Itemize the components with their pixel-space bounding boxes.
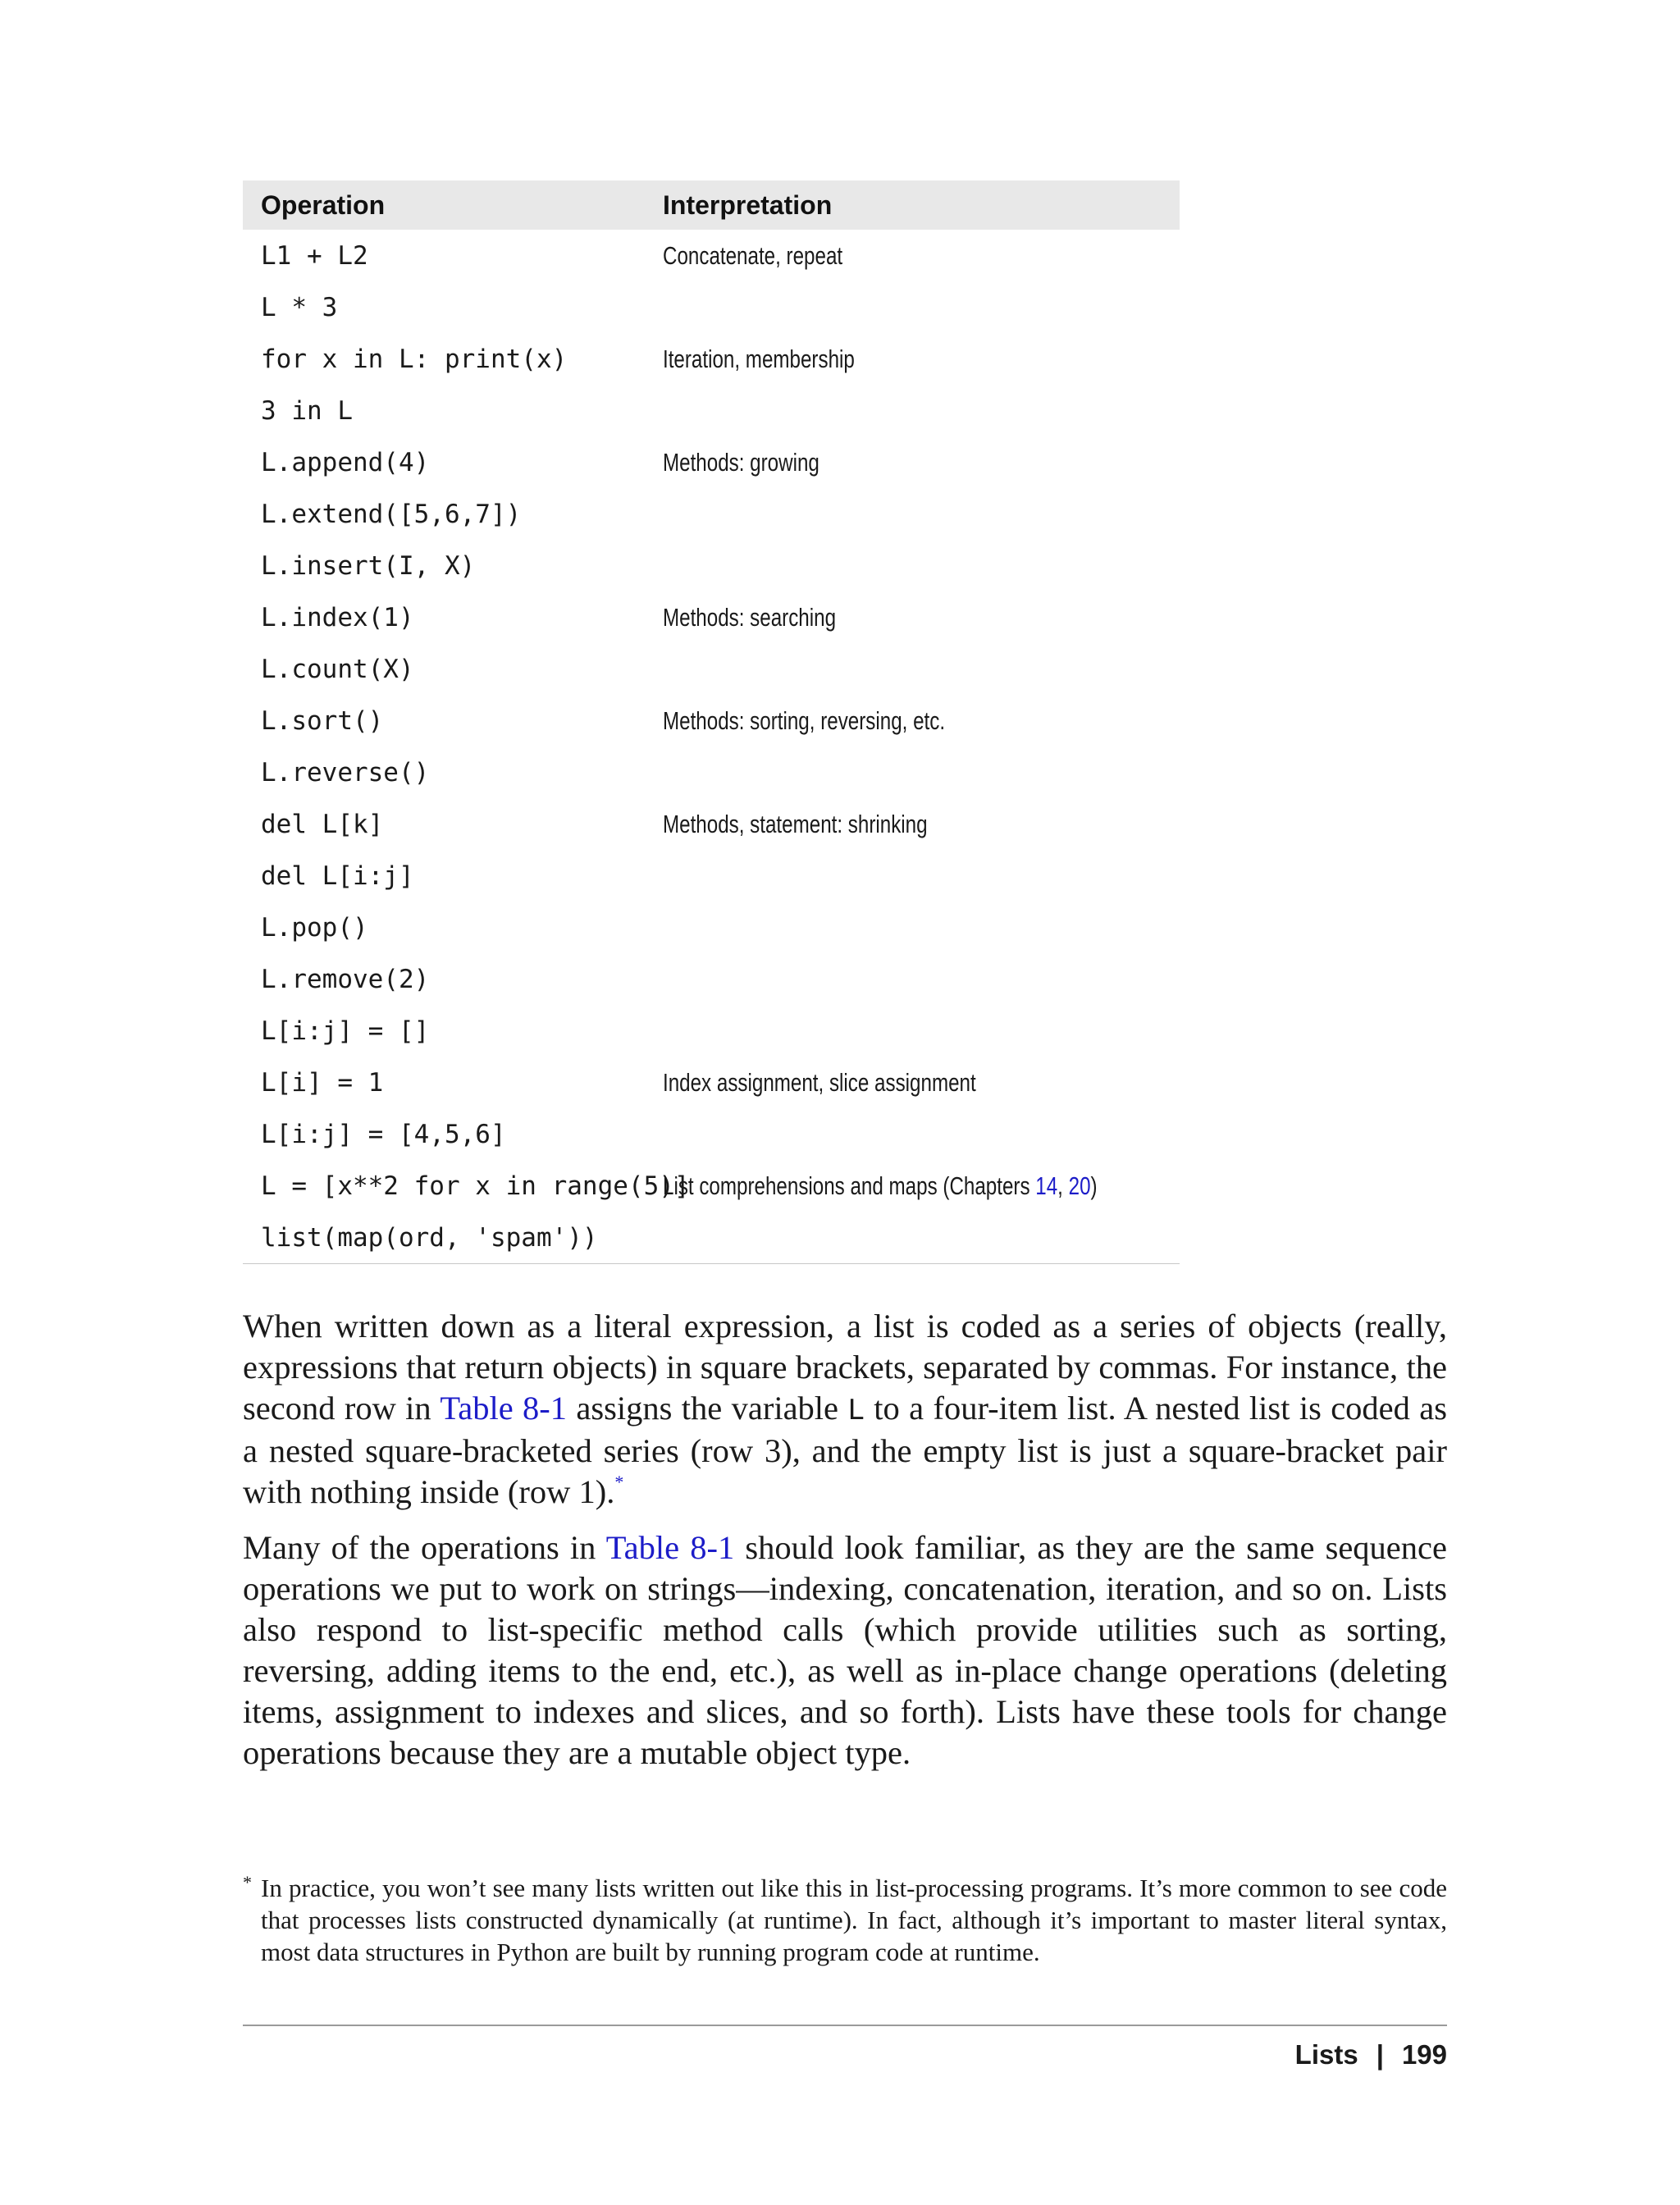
interpretation-main: Methods: sorting, reversing, etc. [663, 705, 946, 735]
table-8-1-link[interactable]: Table 8-1 [440, 1390, 568, 1427]
interpretation-main: Iteration, membership [663, 344, 855, 373]
table-row [243, 333, 1180, 385]
operation-code: list(map(ord, 'spam')) [261, 1222, 598, 1253]
interpretation-text [663, 706, 945, 736]
interpretation-separator: , [1057, 1171, 1069, 1200]
interpretation-main: Methods, statement: shrinking [663, 809, 928, 838]
operation-code: 3 in L [261, 395, 353, 426]
table-row [243, 902, 1180, 953]
operation-code: for x in L: print(x) [261, 344, 568, 374]
header-interpretation: Interpretation [663, 189, 833, 220]
inline-code-L: L [847, 1394, 865, 1427]
interpretation-text [663, 603, 836, 632]
footer-separator: | [1376, 2039, 1384, 2070]
chapter-link[interactable]: 20 [1068, 1171, 1091, 1200]
table-row [243, 1057, 1180, 1108]
interpretation-text [663, 1068, 976, 1098]
interpretation-text [663, 810, 928, 839]
interpretation-text [663, 241, 842, 271]
interpretation-main: Methods: searching [663, 602, 837, 632]
operation-code: del L[k] [261, 809, 384, 839]
operation-code: L.pop() [261, 912, 368, 943]
table-row [243, 643, 1180, 695]
paragraph-2-text-b: should look familiar, as they are the same sequence operations we put to work on strings—indexing, concatenation, iteration, and so on. Lists also respond to list-specific method calls (which provide utilities such as sorting, reversing, adding items to the end, etc.), as well as in-place change operations (deleting items, assignment to indexes and slices, and so forth). Lists have these tools for change operations because they are a mutable object type. [243, 1529, 1447, 1771]
paragraph-1 [243, 1306, 1447, 1513]
page-footer [1295, 2039, 1447, 2070]
table-body [243, 230, 1180, 1263]
interpretation-text [663, 1171, 1098, 1201]
footnote-mark: * [243, 1872, 252, 1892]
paragraph-1-text-b: assigns the variable [567, 1390, 848, 1427]
operation-code: L1 + L2 [261, 240, 368, 271]
table-row [243, 798, 1180, 850]
chapter-link[interactable]: 14 [1035, 1171, 1058, 1200]
paragraph-1-text-a: When written down as a literal expression, a list is coded as a series of objects (really, expressions that return objects) in square brackets, separated by commas. For instance, the second row in [243, 1308, 1447, 1427]
operation-code: L[i:j] = [4,5,6] [261, 1119, 506, 1149]
table-row [243, 540, 1180, 591]
table-row [243, 281, 1180, 333]
operation-code: L.reverse() [261, 757, 430, 788]
operation-code: L = [x**2 for x in range(5)] [261, 1171, 690, 1201]
operation-code: L[i:j] = [] [261, 1016, 430, 1046]
table-row [243, 230, 1180, 281]
table-row [243, 953, 1180, 1005]
table-row [243, 436, 1180, 488]
footnote-ref[interactable]: * [614, 1472, 624, 1492]
interpretation-text [663, 448, 819, 477]
operation-code: L.insert(I, X) [261, 550, 476, 581]
interpretation-tail: ) [1090, 1171, 1098, 1200]
running-section-title: Lists [1294, 2039, 1358, 2070]
table-8-1-link-2[interactable]: Table 8-1 [605, 1529, 735, 1566]
interpretation-main: Concatenate, repeat [663, 240, 843, 270]
footnote-text: In practice, you won’t see many lists written out like this in list-processing programs. It’s more common to see code that processes lists constructed dynamically (at runtime). In fact, although it’s important to master literal syntax, most data structures in Python are built by running program code at runtime. [261, 1874, 1447, 1966]
operation-code: del L[i:j] [261, 861, 414, 891]
operation-code: L.append(4) [261, 447, 430, 477]
operation-code: L.sort() [261, 705, 384, 736]
table-row [243, 385, 1180, 436]
table-row [243, 850, 1180, 902]
paragraph-2 [243, 1527, 1447, 1774]
operation-code: L.remove(2) [261, 964, 430, 994]
table-row [243, 1005, 1180, 1057]
operation-code: L * 3 [261, 292, 338, 322]
operation-code: L.extend([5,6,7]) [261, 499, 522, 529]
header-operation: Operation [261, 189, 386, 220]
paragraph-2-text-a: Many of the operations in [243, 1529, 606, 1566]
interpretation-main: Index assignment, slice assignment [663, 1067, 976, 1097]
operation-code: L.index(1) [261, 602, 414, 632]
table-row [243, 695, 1180, 746]
table-row [243, 1212, 1180, 1263]
table-row [243, 488, 1180, 540]
operation-code: L.count(X) [261, 654, 414, 684]
operation-code: L[i] = 1 [261, 1067, 384, 1098]
interpretation-text [663, 345, 855, 374]
table-row [243, 1160, 1180, 1212]
page-number: 199 [1401, 2039, 1447, 2070]
table-row [243, 591, 1180, 643]
footnote [243, 1872, 1447, 1968]
footer-rule [243, 2025, 1447, 2026]
interpretation-main: List comprehensions and maps (Chapters [663, 1171, 1036, 1200]
operations-table [243, 180, 1180, 1264]
paragraph-1-text-c: to a four-item list. A nested list is coded as a nested square-bracketed series (row 3), and the empty list is just a square-bracket pair with nothing inside (row 1). [243, 1390, 1447, 1510]
table-row [243, 746, 1180, 798]
interpretation-main: Methods: growing [663, 447, 819, 477]
table-header [243, 180, 1180, 230]
table-row [243, 1108, 1180, 1160]
